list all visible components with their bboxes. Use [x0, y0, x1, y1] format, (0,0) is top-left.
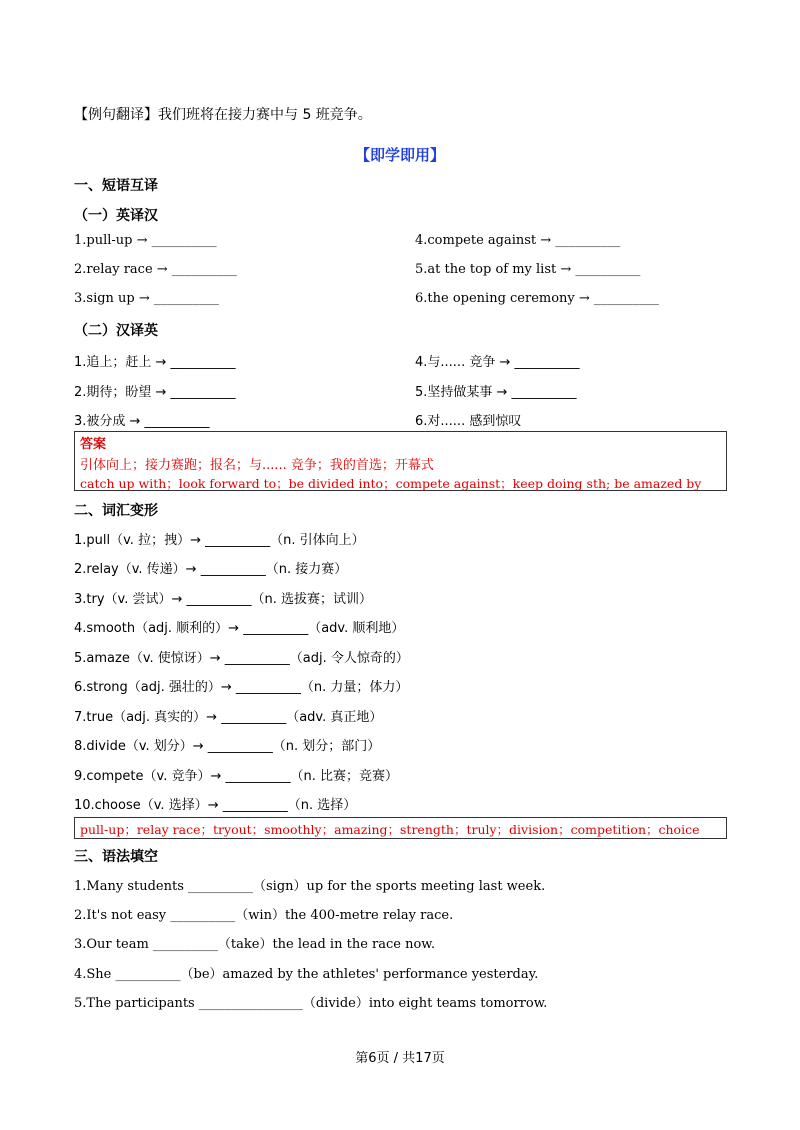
- zh-en-item: 5.坚持做某事 → __________: [415, 385, 577, 400]
- vocab-item: 4.smooth（adj. 顺利的）→ __________（adv. 顺利地）: [74, 621, 405, 636]
- answer-label: 答案: [80, 437, 107, 452]
- example-sentence: 【例句翻译】我们班将在接力赛中与 5 班竞争。: [74, 107, 372, 123]
- part2-heading: 二、词汇变形: [74, 503, 158, 519]
- grammar-item: 3.Our team __________（take）the lead in the race now.: [74, 937, 436, 952]
- en-zh-item: 6.the opening ceremony → __________: [415, 291, 659, 306]
- answer-line-1: 引体向上；接力赛跑；报名；与...... 竞争；我的首选；开幕式: [80, 458, 434, 473]
- vocab-item: 10.choose（v. 选择）→ __________（n. 选择）: [74, 798, 357, 813]
- en-zh-item: 4.compete against → __________: [415, 233, 621, 248]
- vocab-item: 3.try（v. 尝试）→ __________（n. 选拔赛；试训）: [74, 592, 373, 607]
- vocab-item: 9.compete（v. 竞争）→ __________（n. 比赛；竞赛）: [74, 769, 398, 784]
- zh-en-item: 4.与...... 竞争 → __________: [415, 355, 580, 370]
- grammar-item: 1.Many students __________（sign）up for the sports meeting last week.: [74, 879, 546, 894]
- en-zh-item: 3.sign up → __________: [74, 291, 219, 306]
- grammar-item: 2.It's not easy __________（win）the 400-metre relay race.: [74, 908, 454, 923]
- vocab-item: 1.pull（v. 拉；拽）→ __________（n. 引体向上）: [74, 533, 365, 548]
- vocab-item: 6.strong（adj. 强壮的）→ __________（n. 力量；体力）: [74, 680, 409, 695]
- vocab-item: 5.amaze（v. 使惊讶）→ __________（adj. 令人惊奇的）: [74, 651, 409, 666]
- zh-en-item: 3.被分成 → __________: [74, 414, 210, 429]
- answer-line-2: catch up with；look forward to；be divided into；compete against；keep doing sth; be amazed by: [80, 476, 702, 491]
- part3-heading: 三、语法填空: [74, 849, 158, 865]
- part1-sub1: （一）英译汉: [74, 208, 158, 224]
- en-zh-item: 1.pull-up → __________: [74, 233, 217, 248]
- zh-en-item: 6.对...... 感到惊叹: [415, 414, 522, 429]
- grammar-item: 5.The participants ________________（divide）into eight teams tomorrow.: [74, 996, 548, 1011]
- vocab-item: 7.true（adj. 真实的）→ __________（adv. 真正地）: [74, 710, 383, 725]
- en-zh-item: 5.at the top of my list → __________: [415, 262, 641, 277]
- section-title: 【即学即用】: [354, 146, 445, 164]
- vocab-item: 8.divide（v. 划分）→ __________（n. 划分；部门）: [74, 739, 381, 754]
- vocab-item: 2.relay（v. 传递）→ __________（n. 接力赛）: [74, 562, 348, 577]
- en-zh-item: 2.relay race → __________: [74, 262, 237, 277]
- zh-en-item: 1.追上；赶上 → __________: [74, 355, 236, 370]
- grammar-item: 4.She __________（be）amazed by the athletes' performance yesterday.: [74, 967, 539, 982]
- zh-en-item: 2.期待；盼望 → __________: [74, 385, 236, 400]
- vocab-answer: pull-up；relay race；tryout；smoothly；amazing；strength；truly；division；competition；choice: [80, 822, 700, 837]
- page-footer: 第6页 / 共17页: [355, 1051, 445, 1066]
- part1-sub2: （二）汉译英: [74, 323, 158, 339]
- part1-heading: 一、短语互译: [74, 178, 158, 194]
